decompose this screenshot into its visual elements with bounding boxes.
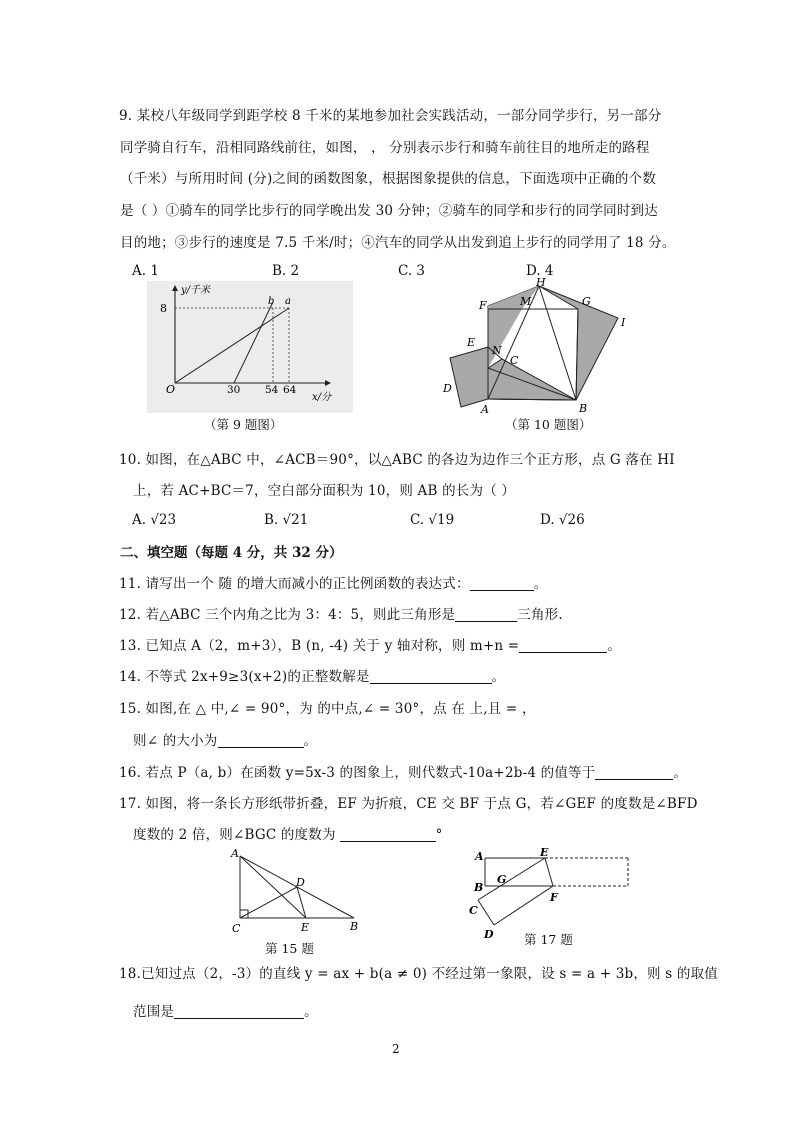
q14 <box>119 665 505 685</box>
y-tick-8: 8 <box>160 302 167 315</box>
label-C: C <box>232 922 241 935</box>
line-cd <box>240 887 297 918</box>
q9-line-4: 是（ ）①骑车的同学比步行的同学晚出发 30 分钟；②骑车的同学和步行的同学同时到达 <box>120 203 658 219</box>
q17-line-2 <box>133 823 443 843</box>
q16-blank <box>595 765 673 780</box>
label-a: a <box>285 296 291 307</box>
q17-text: 度数的 2 倍，则∠BGC 的度数为 <box>133 827 336 843</box>
label-D: D <box>443 382 452 395</box>
q12-end: 三角形. <box>517 607 563 623</box>
q10-line-1: 10. 如图，在△ABC 中，∠ACB＝90°，以△ABC 的各边为边作三个正方形，点 G 落在 HI <box>119 452 675 468</box>
label-M: M <box>520 295 532 308</box>
q9-line-2: 同学骑自行车，沿相同路线前往，如图， ， 分别表示步行和骑车前往目的地所走的路程 <box>120 140 650 156</box>
q10-line-2: 上，若 AC+BC＝7，空白部分面积为 10，则 AB 的长为（ ） <box>133 483 516 499</box>
label-C: C <box>469 904 478 917</box>
label-A: A <box>481 403 489 416</box>
section-2-title: 二、填空题（每题 4 分，共 32 分） <box>120 545 343 561</box>
q14-end: 。 <box>491 669 506 685</box>
figure-15 <box>228 846 368 938</box>
label-H: H <box>536 276 546 289</box>
q9-line-3: （千米）与所用时间 (分)之间的函数图象，根据图象提供的信息，下面选项中正确的个数 <box>120 171 657 187</box>
q17-end: ° <box>435 827 443 843</box>
q14-text: 14. 不等式 2x+9≥3(x+2)的正整数解是 <box>119 669 370 685</box>
q15-line-1: 15. 如图,在 △ 中,∠ = 90°，为 的中点,∠ = 30°，点 在 上,且 = ， <box>119 701 536 717</box>
label-N: N <box>492 344 502 357</box>
q12 <box>119 603 563 623</box>
q13-text: 13. 已知点 A（2，m+3），B (n, -4) 关于 y 轴对称，则 m+n = <box>119 638 520 654</box>
label-D: D <box>296 876 305 889</box>
label-C: C <box>510 354 519 367</box>
y-axis-label: y/千米 <box>181 285 211 296</box>
q18-end: 。 <box>304 1004 318 1020</box>
q10-option-b: B. √21 <box>264 512 309 528</box>
origin-label: O <box>166 383 176 396</box>
q11-end: 。 <box>533 576 548 592</box>
square-ac <box>450 347 488 407</box>
q15-blank <box>218 733 304 748</box>
label-A: A <box>231 847 239 860</box>
q9-option-d: D. 4 <box>526 263 554 279</box>
q9-line-5: 目的地；③步行的速度是 7.5 千米/时；④汽车的同学从出发到追上步行的同学用了 18 分。 <box>120 235 676 251</box>
line-cd <box>478 900 494 925</box>
x-tick-30: 30 <box>227 384 241 396</box>
q15-text: 则∠ 的大小为 <box>133 733 218 749</box>
x-tick-64: 64 <box>283 384 297 396</box>
shade-top-left <box>488 286 539 309</box>
q11-blank <box>470 576 534 591</box>
q9-line-1: 9. 某校八年级同学到距学校 8 千米的某地参加社会实践活动，一部分同学步行，另一部分 <box>119 108 662 124</box>
q17-blank <box>340 827 436 842</box>
label-G: G <box>497 873 507 886</box>
q15-line-2 <box>133 729 317 749</box>
q16-text: 16. 若点 P（a, b）在函数 y=5x-3 的图象上，则代数式-10a+2b-4 的值等于 <box>119 765 596 781</box>
q15-end: 。 <box>303 733 318 749</box>
q9-option-b: B. 2 <box>272 263 300 279</box>
q12-blank <box>455 607 517 622</box>
q13-end: 。 <box>607 638 622 654</box>
figure-17 <box>470 843 632 943</box>
q12-text: 12. 若△ABC 三个内角之比为 3：4：5，则此三角形是 <box>119 607 456 623</box>
label-B: B <box>579 402 588 415</box>
label-A: A <box>475 850 484 863</box>
label-G: G <box>582 295 591 308</box>
q16-end: 。 <box>673 765 688 781</box>
q13-blank <box>519 638 607 653</box>
figure-9 <box>147 281 353 413</box>
square-bc <box>539 286 618 400</box>
q14-blank <box>370 669 492 684</box>
label-F: F <box>550 891 558 904</box>
q13 <box>119 634 621 654</box>
x-axis-label: x/分 <box>312 392 332 403</box>
q18-line-1: 18.已知过点（2，-3）的直线 y = ax + b(a ≠ 0) 不经过第一象限，设 s = a + 3b，则 s 的取值 <box>119 966 718 982</box>
q10-option-a: A. √23 <box>132 512 177 528</box>
label-I: I <box>621 316 626 329</box>
label-E: E <box>467 336 476 349</box>
q17-line-1: 17. 如图，将一条长方形纸带折叠，EF 为折痕，CE 交 BF 于点 G，若∠GEF 的度数是∠BFD <box>119 796 698 812</box>
figure-9-caption: （第 9 题图） <box>204 417 283 432</box>
page-number: 2 <box>392 1042 400 1056</box>
q11-text: 11. 请写出一个 随 的增大而减小的正比例函数的表达式： <box>119 576 470 592</box>
x-tick-54: 54 <box>265 384 279 396</box>
q18-blank <box>174 1004 304 1019</box>
label-D: D <box>484 928 494 941</box>
figure-10 <box>440 276 640 416</box>
line-ec <box>478 858 545 900</box>
label-B: B <box>474 881 484 894</box>
label-E: E <box>540 846 549 859</box>
label-b: b <box>268 296 275 307</box>
q9-option-c: C. 3 <box>398 263 426 279</box>
q9-option-a: A. 1 <box>132 263 159 279</box>
label-F: F <box>479 299 487 312</box>
label-B: B <box>350 920 359 933</box>
q16 <box>119 761 687 781</box>
figure-17-caption: 第 17 题 <box>524 932 573 947</box>
q11 <box>119 572 547 592</box>
shade-bottom <box>488 359 576 400</box>
q10-option-d: D. √26 <box>540 512 585 528</box>
figure-10-caption: （第 10 题图） <box>505 417 592 432</box>
line-fd <box>494 886 553 925</box>
q18-text: 范围是 <box>133 1004 175 1020</box>
figure-15-caption: 第 15 题 <box>265 941 314 956</box>
q18-line-2 <box>133 1000 318 1020</box>
fold-ef <box>545 858 553 886</box>
q10-option-c: C. √19 <box>410 512 455 528</box>
label-E: E <box>301 921 310 934</box>
